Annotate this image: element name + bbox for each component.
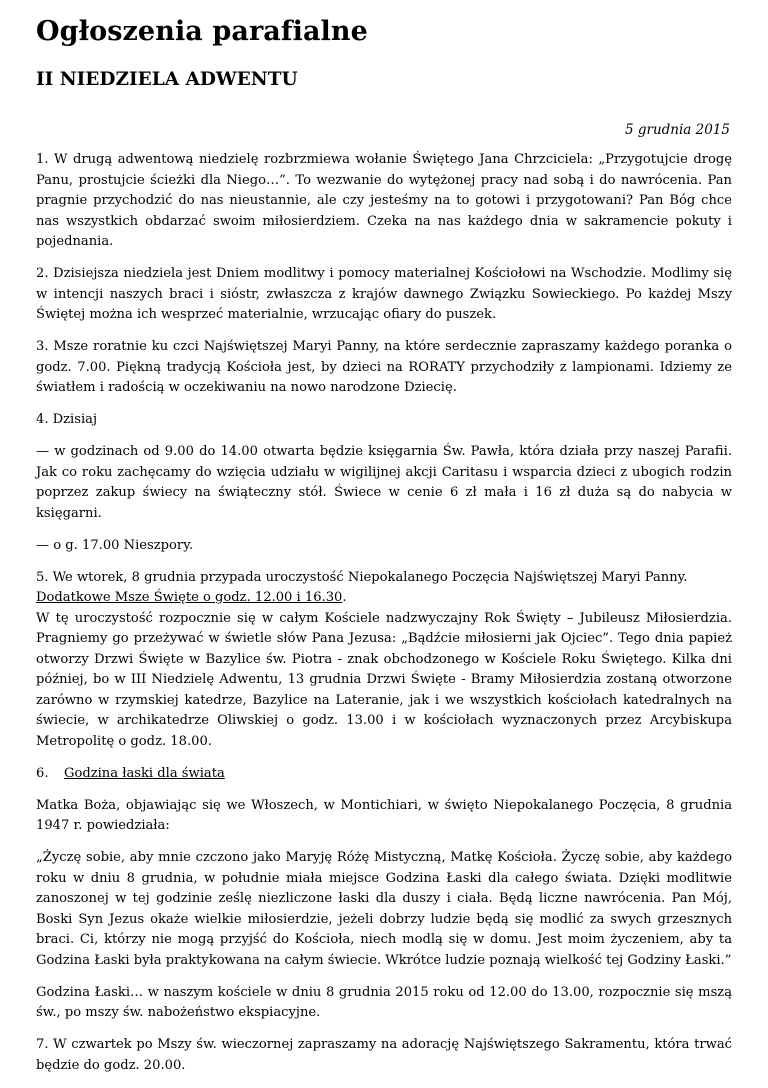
page-subtitle: II NIEDZIELA ADWENTU xyxy=(36,69,298,90)
announcement-4-heading: 4. Dzisiaj xyxy=(36,412,98,427)
announcement-6-number: 6. xyxy=(36,765,49,781)
announcements-body xyxy=(36,150,732,1088)
announcement-6-intro: Matka Boża, objawiając się we Włoszech, w Montichiari, w święto Niepokalanego Poczęcia, 8 grudnia 1947 r. powiedziała: xyxy=(36,797,732,833)
announcement-5-intro: 5. We wtorek, 8 grudnia przypada uroczystość Niepokalanego Poczęcia Najświętszej Maryi Panny. xyxy=(36,569,688,585)
announcement-5-dot: . xyxy=(342,590,347,605)
announcement-6-quote: „Życzę sobie, aby mnie czczono jako Maryję Różę Mistyczną, Matkę Kościoła. Życzę sobie, aby każdego roku w dniu 8 grudnia, w południe miała miejsce Godzina Łaski dla całego świata. Dzięki modlitwie zanoszonej w tej godzinie ześlę niezliczone łaski dla duszy i ciała. Będą liczne nawrócenia. Pan Mój, Boski Syn Jezus okaże wielkie miłosierdzie, jeżeli dobrzy ludzie będą się modlić za swych grzesznych braci. Ci, którzy nie mogą przyjść do Kościoła, niech modlą się w domu. Jest moim życzeniem, aby ta Godzina Łaski była praktykowana na całym świecie. Wkrótce ludzie poznają wielkość tej Godziny Łaski.” xyxy=(36,850,732,968)
announcement-4-bookstore: — w godzinach od 9.00 do 14.00 otwarta będzie księgarnia Św. Pawła, która działa przy naszej Parafii. Jak co roku zachęcamy do wzięcia udziału w wigilijnej akcji Caritasu i wsparcia dzieci z ubogich rodzin poprzez zakup świecy na świąteczny stół. Świece w cenie 6 zł mała i 16 zł duża są do nabycia w księgarni. xyxy=(36,444,732,521)
announcement-2: 2. Dzisiejsza niedziela jest Dniem modlitwy i pomocy materialnej Kościołowi na Wschodzie. Modlimy się w intencji naszych braci i sióstr, zwłaszcza z krajów dawnego Związku Sowieckiego. Po każdej Mszy Świętej można ich wesprzeć materialnie, wrzucając ofiary do puszek. xyxy=(36,266,732,322)
announcement-4-vespers: — o g. 17.00 Nieszpory. xyxy=(36,537,194,553)
announcement-6-heading xyxy=(36,764,732,785)
announcement-6-title: Godzina łaski dla świata xyxy=(64,765,225,781)
announcement-1: 1. W drugą adwentową niedzielę rozbrzmiewa wołanie Świętego Jana Chrzciciela: „Przygotujcie drogę Panu, prostujcie ścieżki dla Niego…”. To wezwanie do wytężonej pracy nad sobą i do nawrócenia. Pan pragnie przychodzić do nas nieustannie, ale czy jesteśmy na to gotowi i przygotowani? Pan Bóg chce nas wszystkich obdarzać swoim miłosierdziem. Czeka na nas każdego dnia w sakramencie pokuty i pojednania. xyxy=(36,152,732,249)
announcement-3: 3. Msze roratnie ku czci Najświętszej Maryi Panny, na które serdecznie zapraszamy każdego poranka o godz. 7.00. Piękną tradycją Kościoła jest, by dzieci na RORATY przychodziły z lampionami. Idziemy ze światłem i radością w oczekiwaniu na nowo narodzone Dziecię. xyxy=(36,339,732,395)
page-title: Ogłoszenia parafialne xyxy=(36,16,368,47)
announcement-6-info: Godzina Łaski… w naszym kościele w dniu 8 grudnia 2015 roku od 12.00 do 13.00, rozpocznie się mszą św., po mszy św. nabożeństwo ekspiacyjne. xyxy=(36,984,732,1020)
announcement-date: 5 grudnia 2015 xyxy=(624,122,730,138)
announcement-5 xyxy=(36,568,732,753)
announcement-5-extra-masses: Dodatkowe Msze Święte o godz. 12.00 i 16.30 xyxy=(36,590,343,605)
announcement-7: 7. W czwartek po Mszy św. wieczornej zapraszamy na adorację Najświętszego Sakramentu, która trwać będzie do godz. 20.00. xyxy=(36,1037,732,1073)
announcement-5-jubilee: W tę uroczystość rozpocznie się w całym Kościele nadzwyczajny Rok Święty – Jubileusz Miłosierdzia. Pragniemy go przeżywać w świetle słów Pana Jezusa: „Bądźcie miłosierni jak Ojciec”. Tego dnia papież otworzy Drzwi Święte w Bazylice św. Piotra - znak obchodzonego w Kościele Roku Świętego. Kilka dni później, bo w III Niedzielę Adwentu, 13 grudnia Drzwi Święte - Bramy Miłosierdzia zostaną otworzone zarówno w rzymskiej katedrze, Bazylice na Lateranie, jak i we wszystkich kościołach katedralnych na świecie, w archikatedrze Oliwskiej o godz. 13.00 i w kościołach wyznaczonych przez Arcybiskupa Metropolitę o godz. 18.00. xyxy=(36,610,732,749)
